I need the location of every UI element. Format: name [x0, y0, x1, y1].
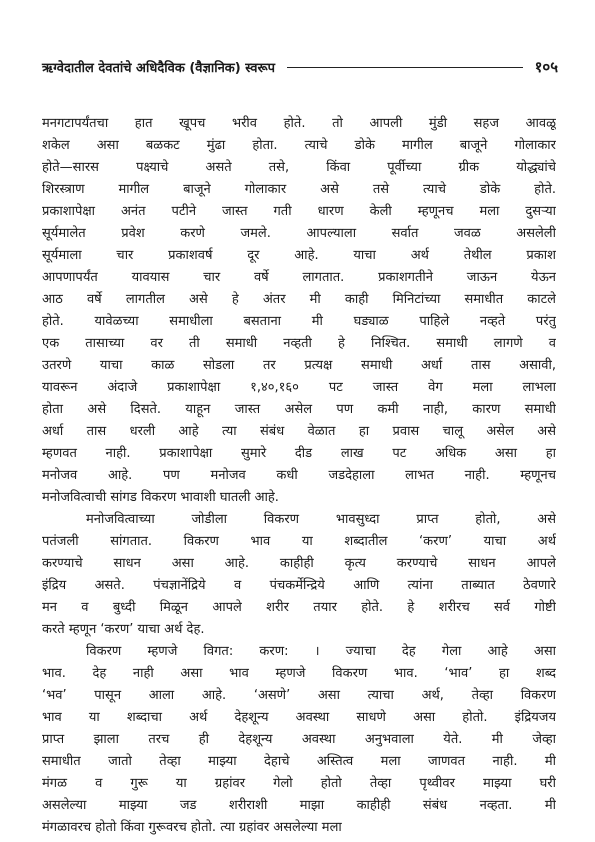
paragraph: [42, 641, 556, 839]
text-line: प्रकाशापेक्षा अनंत पटीने जास्त गती धारण केली म्हणूनच मला दुसऱ्या: [42, 204, 556, 219]
paragraph: [42, 509, 556, 641]
text-line: पतंजली सांगतात. विकरण भाव या शब्दातील ‘करण’ याचा अर्थ: [42, 534, 556, 549]
text-line: आठ वर्षे लागतील असे हे अंतर मी काही मिनिटांच्या समाधीत काटले: [42, 292, 556, 307]
text-line: आपणापर्यंत यावयास चार वर्षे लागतात. प्रकाशगतीने जाऊन येऊन: [42, 270, 556, 285]
text-line: सूर्यमाला चार प्रकाशवर्ष दूर आहे. याचा अर्थ तेथील प्रकाश: [42, 248, 556, 263]
text-line: समाधीत जातो तेव्हा माझ्या देहाचे अस्तित्व मला जाणवत नाही. मी: [42, 754, 556, 769]
text-line: मनगटापर्यंतचा हात खूपच भरीव होते. तो आपली मुंडी सहज आवळू: [42, 116, 556, 131]
text-line: मंगळावरच होतो किंवा गुरूवरच होतो. त्या ग्रहांवर असलेल्या मला: [42, 820, 342, 835]
text-line: करते म्हणून ‘करण’ याचा अर्थ देह.: [42, 622, 205, 637]
text-line: उतरणे याचा काळ सोडला तर प्रत्यक्ष समाधी अर्धा तास असावी,: [42, 358, 556, 373]
page-number: १०५: [534, 58, 558, 76]
text-line: भाव. देह नाही असा भाव म्हणजे विकरण भाव. ‘भाव’ हा शब्द: [42, 666, 556, 681]
text-line: मंगळ व गुरू या ग्रहांवर गेलो होतो तेव्हा पृथ्वीवर माझ्या घरी: [42, 776, 556, 791]
paragraph: [42, 113, 556, 509]
text-line: सूर्यमालेत प्रवेश करणे जमले. आपल्याला सर्वात जवळ असलेली: [42, 226, 556, 241]
text-line: एक तासाच्या वर ती समाधी नव्हती हे निश्चित. समाधी लागणे व: [42, 336, 556, 351]
text-line: शिरस्त्राण मागील बाजूने गोलाकार असे तसे त्याचे डोके होते.: [42, 182, 556, 197]
text-line: अर्धा तास धरली आहे त्या संबंध वेळात हा प्रवास चालू असेल असे: [42, 424, 556, 439]
text-line: असलेल्या माझ्या जड शरीराशी माझा काहीही संबंध नव्हता. मी: [42, 798, 556, 813]
text-line: ‘भव’ पासून आला आहे. ‘असणे’ असा त्याचा अर्थ, तेव्हा विकरण: [42, 688, 556, 703]
text-line: होते—सारस पक्ष्याचे असते तसे, किंवा पूर्वीच्या ग्रीक योद्ध्यांचे: [42, 160, 556, 175]
text-line: होता असे दिसते. याहून जास्त असेल पण कमी नाही, कारण समाधी: [42, 402, 556, 417]
text-line: मन व बुध्दी मिळून आपले शरीर तयार होते. हे शरीरच सर्व गोष्टी: [42, 600, 556, 615]
text-line: विकरण म्हणजे विगत: करण: । ज्याचा देह गेला आहे असा: [86, 644, 556, 659]
text-line: होते. यावेळच्या समाधीला बसताना मी घड्याळ पाहिले नव्हते परंतु: [42, 314, 556, 329]
header-rule: [287, 67, 523, 68]
text-line: मनोजवित्वाच्या जोडीला विकरण भावसुध्दा प्राप्त होतो, असे: [86, 512, 556, 527]
text-line: शकेल असा बळकट मुंढा होता. त्याचे डोके मागील बाजूने गोलाकार: [42, 138, 556, 153]
page-header: [42, 56, 558, 78]
running-title: ऋग्वेदातील देवतांचे अधिदैविक (वैज्ञानिक) स्वरूप: [42, 61, 276, 76]
text-line: मनोजव आहे. पण मनोजव कधी जडदेहाला लाभत नाही. म्हणूनच: [42, 468, 556, 483]
text-line: प्राप्त झाला तरच ही देहशून्य अवस्था अनुभवाला येते. मी जेव्हा: [42, 732, 556, 747]
text-line: भाव या शब्दाचा अर्थ देहशून्य अवस्था साधणे असा होतो. इंद्रियजय: [42, 710, 556, 725]
text-line: करण्याचे साधन असा आहे. काहीही कृत्य करण्याचे साधन आपले: [42, 556, 556, 571]
text-line: इंद्रिय असते. पंचज्ञानेंद्रिये व पंचकर्मेन्द्रिये आणि त्यांना ताब्यात ठेवणारे: [42, 578, 556, 593]
body-text: [42, 113, 556, 839]
text-line: म्हणवत नाही. प्रकाशापेक्षा सुमारे दीड लाख पट अधिक असा हा: [42, 446, 556, 461]
text-line: मनोजवित्वाची सांगड विकरण भावाशी घातली आहे.: [42, 490, 279, 505]
text-line: यावरून अंदाजे प्रकाशापेक्षा १,४०,१६० पट जास्त वेग मला लाभला: [42, 380, 556, 395]
